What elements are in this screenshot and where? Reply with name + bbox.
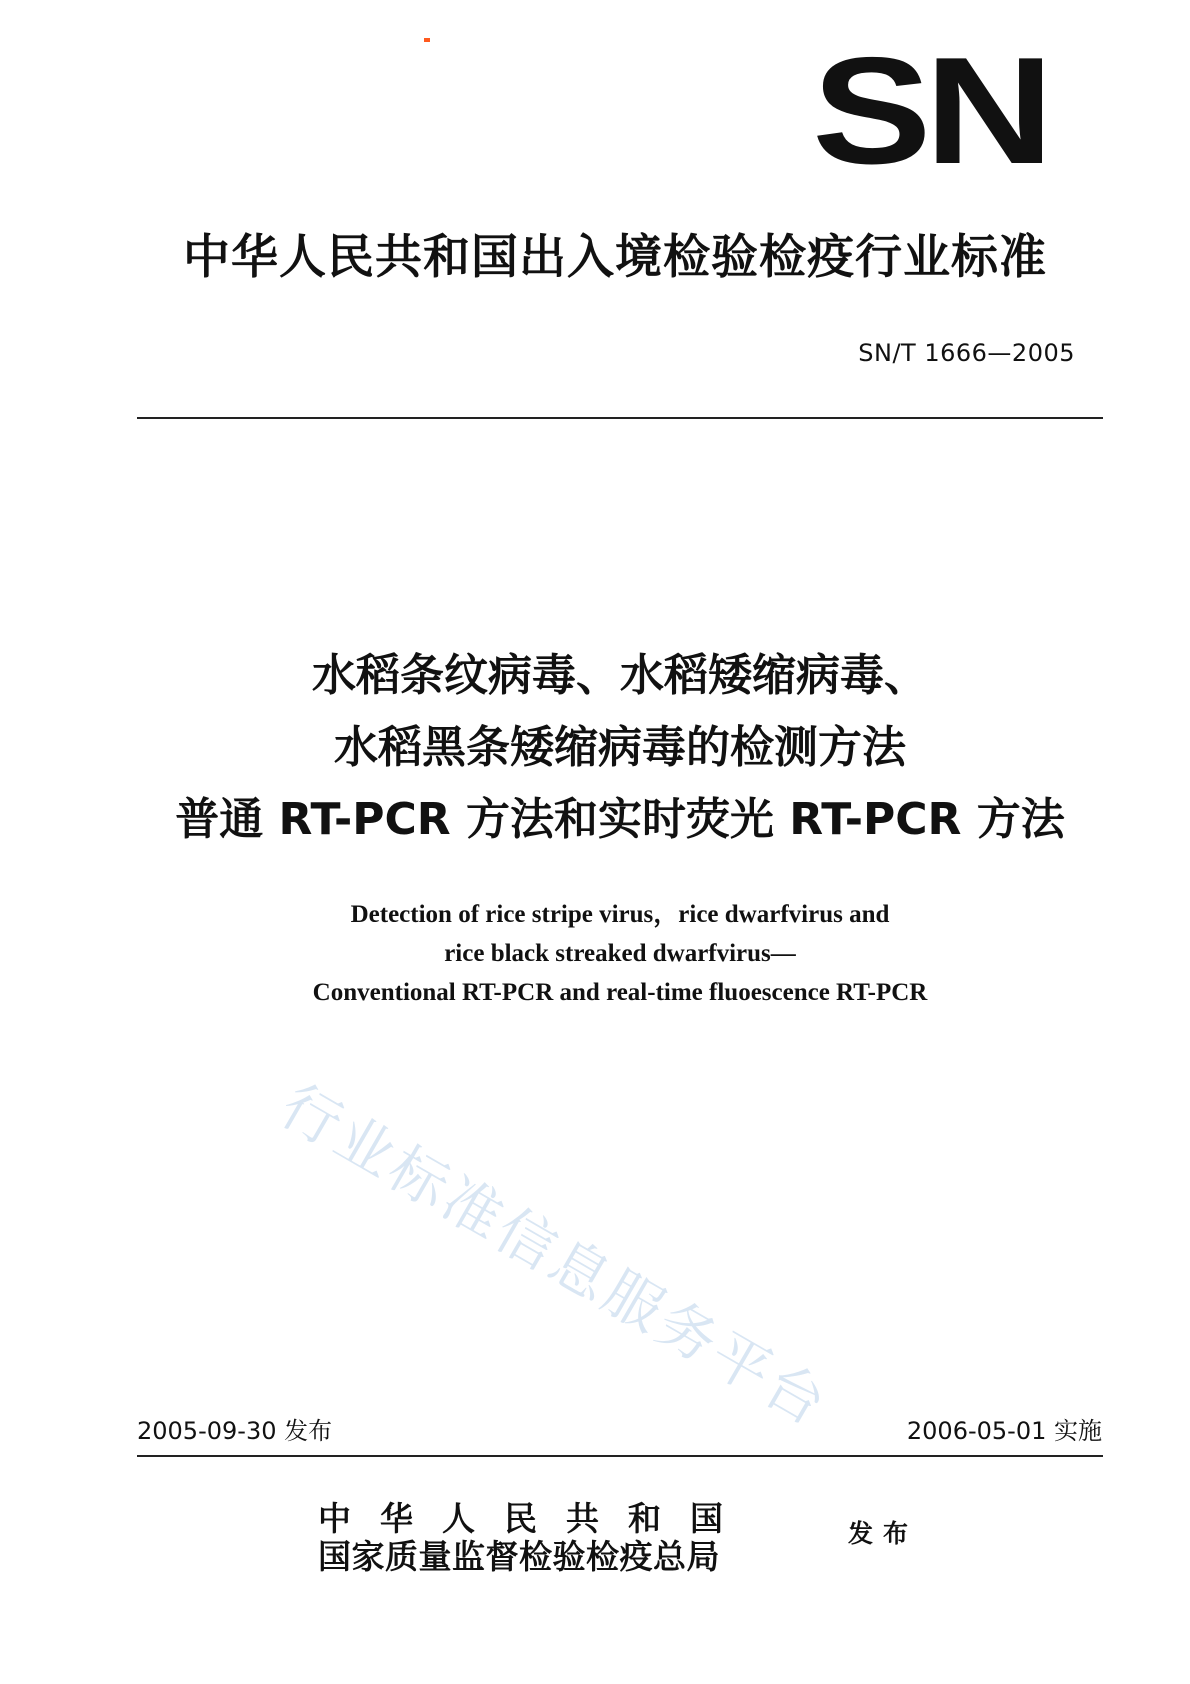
english-title <box>150 895 1090 1012</box>
sn-logo: SN <box>812 26 1048 196</box>
chinese-title <box>100 640 1140 856</box>
implementation-date: 2006-05-01 实施 <box>906 1417 1102 1445</box>
orange-mark <box>424 38 430 42</box>
english-title-line-2: rice black streaked dwarfvirus— <box>444 940 796 967</box>
issue-date: 2005-09-30 发布 <box>137 1417 333 1445</box>
chinese-title-line-3: 普通 RT-PCR 方法和实时荧光 RT-PCR 方法 <box>175 794 1065 845</box>
watermark: 行业标准信息服务平台 <box>269 1071 841 1441</box>
issuer-verb: 发布 <box>848 1519 919 1548</box>
top-divider <box>137 417 1103 419</box>
chinese-title-line-2: 水稻黑条矮缩病毒的检测方法 <box>334 722 906 773</box>
issuer-line-2: 国家质量监督检验检疫总局 <box>318 1537 720 1576</box>
standard-category-title: 中华人民共和国出入境检验检疫行业标准 <box>183 230 1047 285</box>
standard-number: SN/T 1666—2005 <box>858 339 1075 367</box>
issuer-line-1: 中华人民共和国 <box>318 1499 752 1538</box>
english-title-line-3: Conventional RT-PCR and real-time fluoescence RT-PCR <box>312 979 928 1006</box>
english-title-line-1: Detection of rice stripe virus，rice dwarfvirus and <box>350 901 890 928</box>
bottom-divider <box>137 1455 1103 1457</box>
chinese-title-line-1: 水稻条纹病毒、水稻矮缩病毒、 <box>312 650 928 701</box>
issuing-authority <box>318 1500 818 1576</box>
